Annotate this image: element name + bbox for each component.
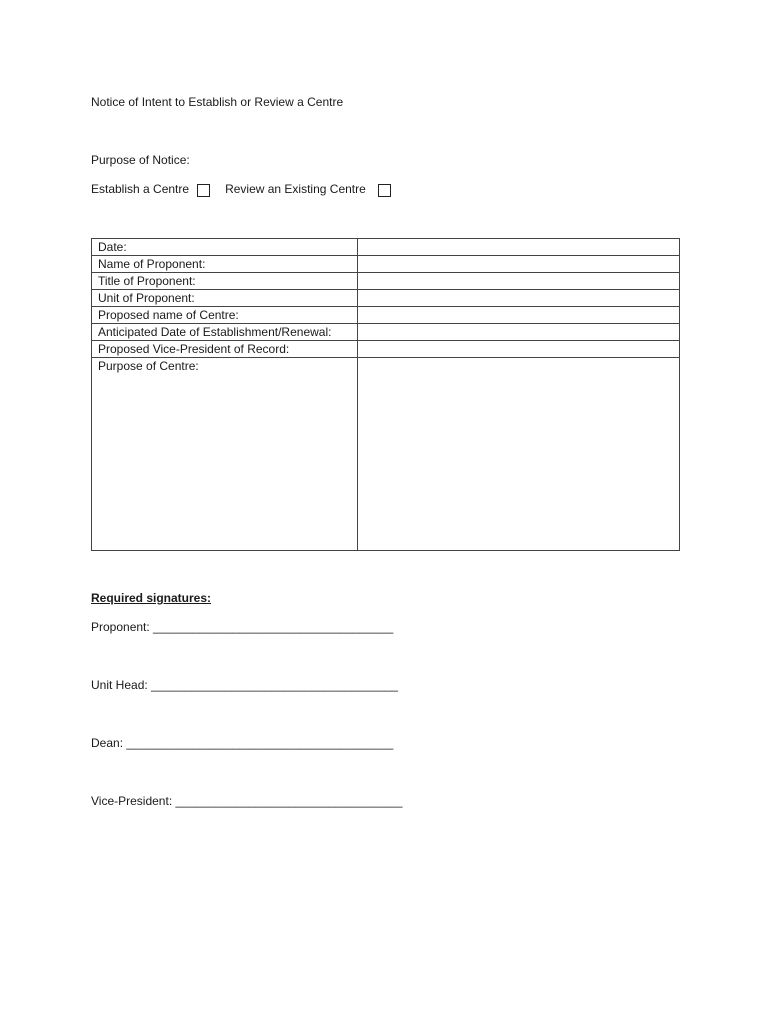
title-of-proponent-field[interactable]: [358, 273, 680, 290]
unit-head-signature-line[interactable]: Unit Head: _____________________________________: [91, 678, 398, 692]
table-row: [92, 256, 680, 273]
purpose-options: [91, 182, 391, 196]
purpose-of-notice-label: Purpose of Notice:: [91, 153, 190, 167]
proponent-signature-line[interactable]: Proponent: ____________________________________: [91, 620, 394, 634]
row-label-name-of-proponent: Name of Proponent:: [92, 256, 358, 273]
table-row: [92, 273, 680, 290]
centre-details-table: [91, 238, 680, 551]
name-of-proponent-field[interactable]: [358, 256, 680, 273]
row-label-unit-of-proponent: Unit of Proponent:: [92, 290, 358, 307]
required-signatures-heading: Required signatures:: [91, 591, 212, 605]
establish-centre-label: Establish a Centre: [91, 182, 190, 196]
anticipated-date-field[interactable]: [358, 324, 680, 341]
table-row: [92, 307, 680, 324]
purpose-of-centre-field[interactable]: [358, 358, 680, 551]
table-row: [92, 324, 680, 341]
document-title: Notice of Intent to Establish or Review a Centre: [91, 95, 344, 109]
row-label-vice-president-of-record: Proposed Vice-President of Record:: [92, 341, 358, 358]
dean-signature-line[interactable]: Dean: ________________________________________: [91, 736, 394, 750]
review-centre-label: Review an Existing Centre: [225, 182, 366, 196]
row-label-purpose-of-centre: Purpose of Centre:: [92, 358, 358, 551]
unit-of-proponent-field[interactable]: [358, 290, 680, 307]
establish-centre-checkbox[interactable]: [197, 184, 210, 197]
review-centre-checkbox[interactable]: [378, 184, 391, 197]
row-label-proposed-name: Proposed name of Centre:: [92, 307, 358, 324]
row-label-date: Date:: [92, 239, 358, 256]
vice-president-signature-line[interactable]: Vice-President: __________________________________: [91, 794, 403, 808]
table-row: [92, 358, 680, 551]
row-label-anticipated-date: Anticipated Date of Establishment/Renewal:: [92, 324, 358, 341]
date-field[interactable]: [358, 239, 680, 256]
vice-president-of-record-field[interactable]: [358, 341, 680, 358]
table-row: [92, 290, 680, 307]
table-row: [92, 239, 680, 256]
proposed-name-field[interactable]: [358, 307, 680, 324]
row-label-title-of-proponent: Title of Proponent:: [92, 273, 358, 290]
table-row: [92, 341, 680, 358]
